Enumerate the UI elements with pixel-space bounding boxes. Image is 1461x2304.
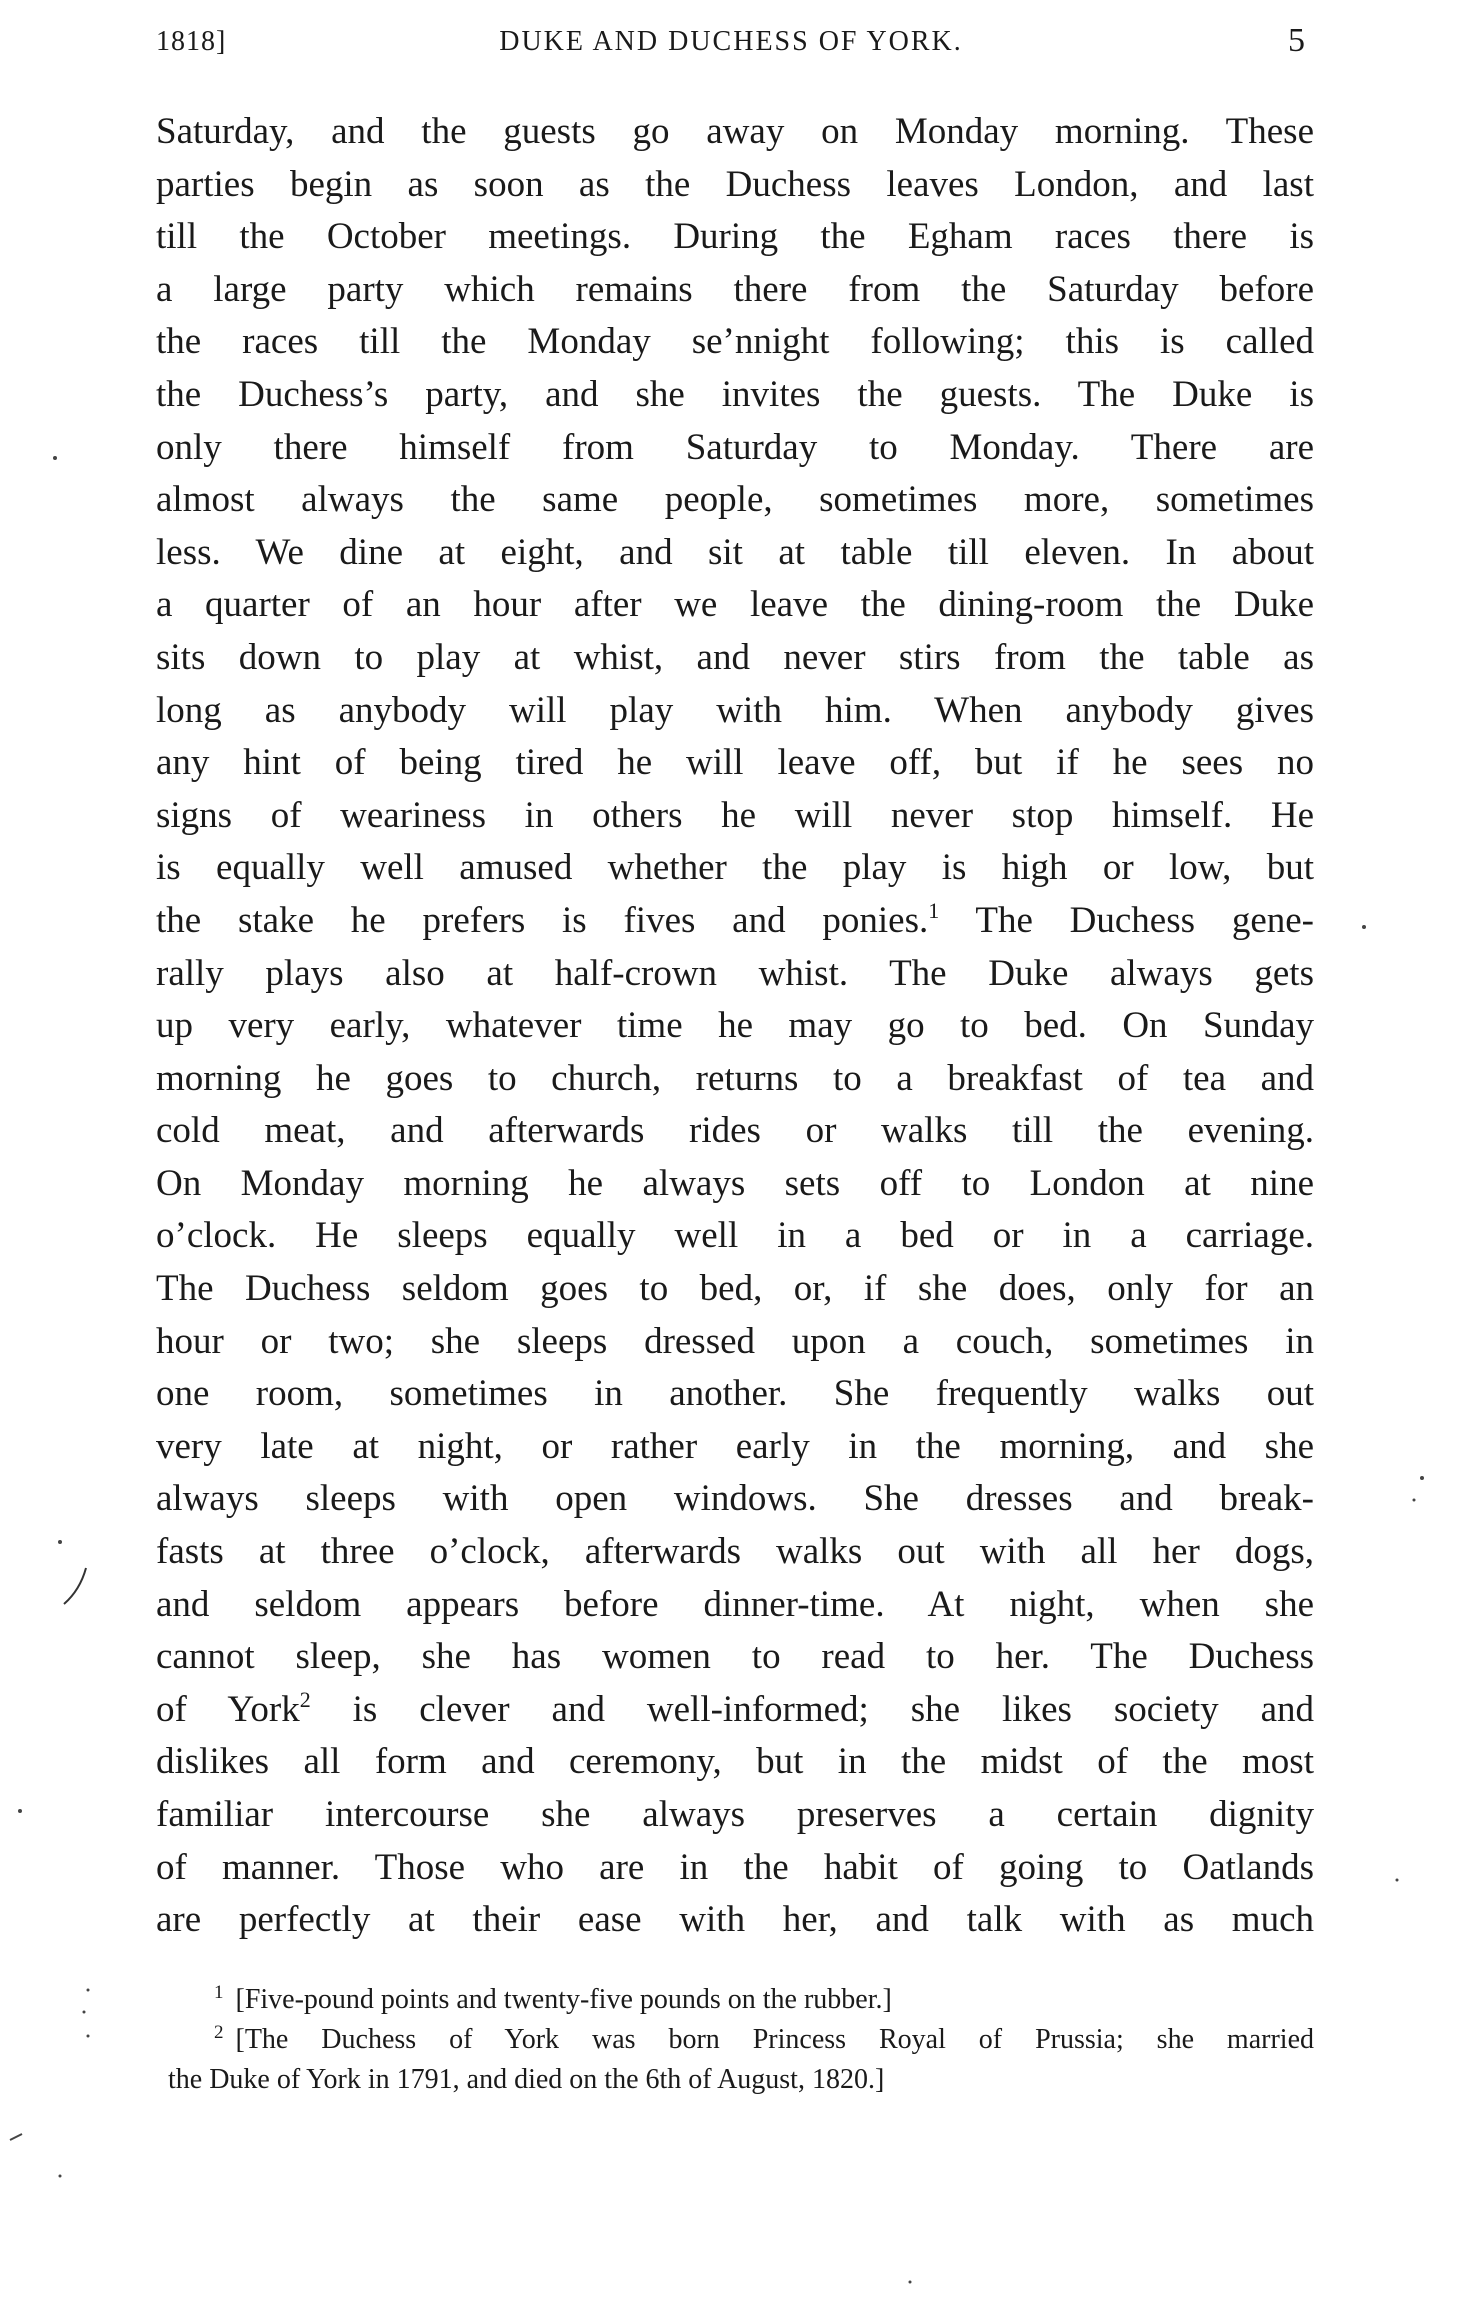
text-line: very late at night, or rather early in the morning, and she	[156, 1425, 1314, 1467]
speck	[59, 2175, 62, 2178]
text-line: one room, sometimes in another. She frequently walks out	[156, 1373, 1314, 1415]
text-segment: The Duchess gene-	[975, 899, 1314, 941]
text-line: long as anybody will play with him. When anybody gives	[156, 689, 1314, 731]
text-line: familiar intercourse she always preserves a certain dignity	[156, 1794, 1314, 1835]
speck	[58, 1540, 62, 1544]
footnote-text: [Five-pound points and twenty-five pounds on the rubber.]	[235, 1984, 892, 2015]
text-line: the races till the Monday se’nnight following; this is called	[156, 321, 1314, 363]
text-line: hour or two; she sleeps dressed upon a couch, sometimes in	[156, 1320, 1314, 1362]
text-line: and seldom appears before dinner-time. At night, when she	[156, 1583, 1314, 1625]
speck	[53, 456, 57, 460]
text-segment: the stake he prefers is fives and ponies.	[156, 899, 929, 941]
speck	[909, 2281, 912, 2284]
text-line: only there himself from Saturday to Monday. There are	[156, 426, 1314, 468]
text-line: always sleeps with open windows. She dresses and break-	[156, 1478, 1314, 1520]
footnote-text: [The Duchess of York was born Princess Royal of Prussia; she married	[235, 2024, 1314, 2055]
speck	[1420, 1476, 1424, 1480]
text-line: less. We dine at eight, and sit at table till eleven. In about	[156, 531, 1314, 573]
speck	[87, 1989, 90, 1992]
text-line: parties begin as soon as the Duchess leaves London, and last	[156, 163, 1314, 205]
body-text	[156, 106, 1314, 1947]
text-line: rally plays also at half-crown whist. The Duke always gets	[156, 952, 1314, 994]
footnote-1	[168, 1980, 1314, 2020]
text-segment: of York	[156, 1688, 300, 1730]
text-line: of manner. Those who are in the habit of going to Oatlands	[156, 1846, 1314, 1888]
text-line: fasts at three o’clock, afterwards walks out with all her dogs,	[156, 1531, 1314, 1573]
text-line: signs of weariness in others he will never stop himself. He	[156, 794, 1314, 836]
text-line: up very early, whatever time he may go to bed. On Sunday	[156, 1005, 1314, 1047]
text-line: the Duchess’s party, and she invites the guests. The Duke is	[156, 373, 1314, 415]
footnote-ref-2: 2	[299, 1686, 311, 1712]
running-head	[156, 22, 1306, 66]
speck	[1362, 925, 1366, 929]
speck	[1413, 1499, 1416, 1502]
footnote-mark-2: 2	[214, 2022, 224, 2043]
speck	[83, 2011, 86, 2014]
text-line: dislikes all form and ceremony, but in the midst of the most	[156, 1741, 1314, 1783]
text-line: cold meat, and afterwards rides or walks till the evening.	[156, 1110, 1314, 1152]
pencil-mark	[64, 1568, 86, 1604]
speck	[1396, 1879, 1399, 1882]
speck	[87, 2035, 90, 2038]
footnotes	[168, 1980, 1314, 2100]
text-line: a large party which remains there from the Saturday before	[156, 268, 1314, 310]
footnote-2-continuation: the Duke of York in 1791, and died on the 6th of August, 1820.]	[168, 2064, 885, 2095]
text-line: On Monday morning he always sets off to London at nine	[156, 1162, 1314, 1204]
running-head-year: 1818]	[156, 26, 227, 57]
text-line: The Duchess seldom goes to bed, or, if she does, only for an	[156, 1268, 1314, 1310]
footnote-2	[168, 2020, 1314, 2060]
footnote-mark-1: 1	[214, 1982, 224, 2003]
text-line: till the October meetings. During the Egham races there is	[156, 216, 1314, 258]
text-line: is equally well amused whether the play is high or low, but	[156, 847, 1314, 889]
text-line: almost always the same people, sometimes more, sometimes	[156, 479, 1314, 521]
text-line: morning he goes to church, returns to a breakfast of tea and	[156, 1057, 1314, 1099]
footnote-ref-1: 1	[928, 897, 940, 923]
text-line: o’clock. He sleeps equally well in a bed or in a carriage.	[156, 1215, 1314, 1257]
text-line: are perfectly at their ease with her, and talk with as much	[156, 1899, 1314, 1941]
speck	[10, 2134, 22, 2140]
page-number: 5	[1288, 22, 1306, 59]
text-line-with-footnote-2	[156, 1684, 1314, 1737]
text-line: sits down to play at whist, and never stirs from the table as	[156, 636, 1314, 678]
text-line-with-footnote-1	[156, 895, 1314, 948]
running-head-title: DUKE AND DUCHESS OF YORK.	[499, 26, 963, 57]
speck	[18, 1809, 22, 1813]
text-line: a quarter of an hour after we leave the dining-room the Duke	[156, 584, 1314, 626]
text-line: Saturday, and the guests go away on Monday morning. These	[156, 111, 1314, 152]
text-line: cannot sleep, she has women to read to her. The Duchess	[156, 1636, 1314, 1678]
text-line: any hint of being tired he will leave off, but if he sees no	[156, 742, 1314, 784]
text-segment: is clever and well-informed; she likes society and	[310, 1688, 1314, 1730]
